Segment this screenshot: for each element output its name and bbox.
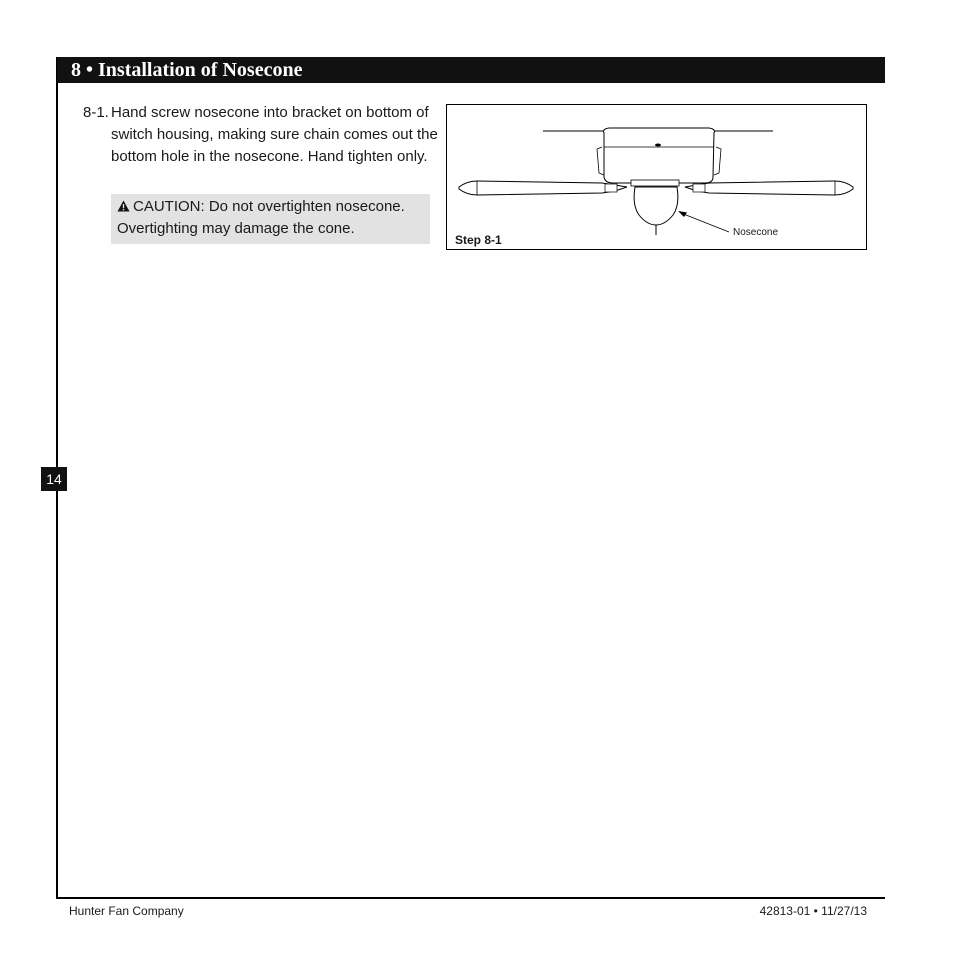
warning-triangle-icon [117,200,130,212]
caution-message: CAUTION: Do not overtighten nosecone. Overtighting may damage the cone. [117,198,405,237]
caution-text-block [117,196,429,240]
caution-box [111,194,430,244]
step-instruction [83,102,438,168]
footer-doc-reference: 42813-01 • 11/27/13 [759,904,867,918]
page-number: 14 [46,471,62,487]
page-bottom-rule [56,897,885,899]
step-number: 8-1. [83,104,109,121]
figure-caption: Step 8-1 [455,233,502,247]
step-body: Hand screw nosecone into bracket on bottom of switch housing, making sure chain comes out the bottom hole in the nosecone. Hand tighten only. [111,104,438,165]
nosecone-callout-label: Nosecone [733,227,779,238]
footer-company: Hunter Fan Company [69,904,184,918]
section-title: 8 • Installation of Nosecone [71,59,303,81]
section-header-bar [57,57,885,83]
ceiling-fan-illustration [447,105,866,249]
page-number-tab [41,467,67,491]
step-figure [446,104,867,250]
